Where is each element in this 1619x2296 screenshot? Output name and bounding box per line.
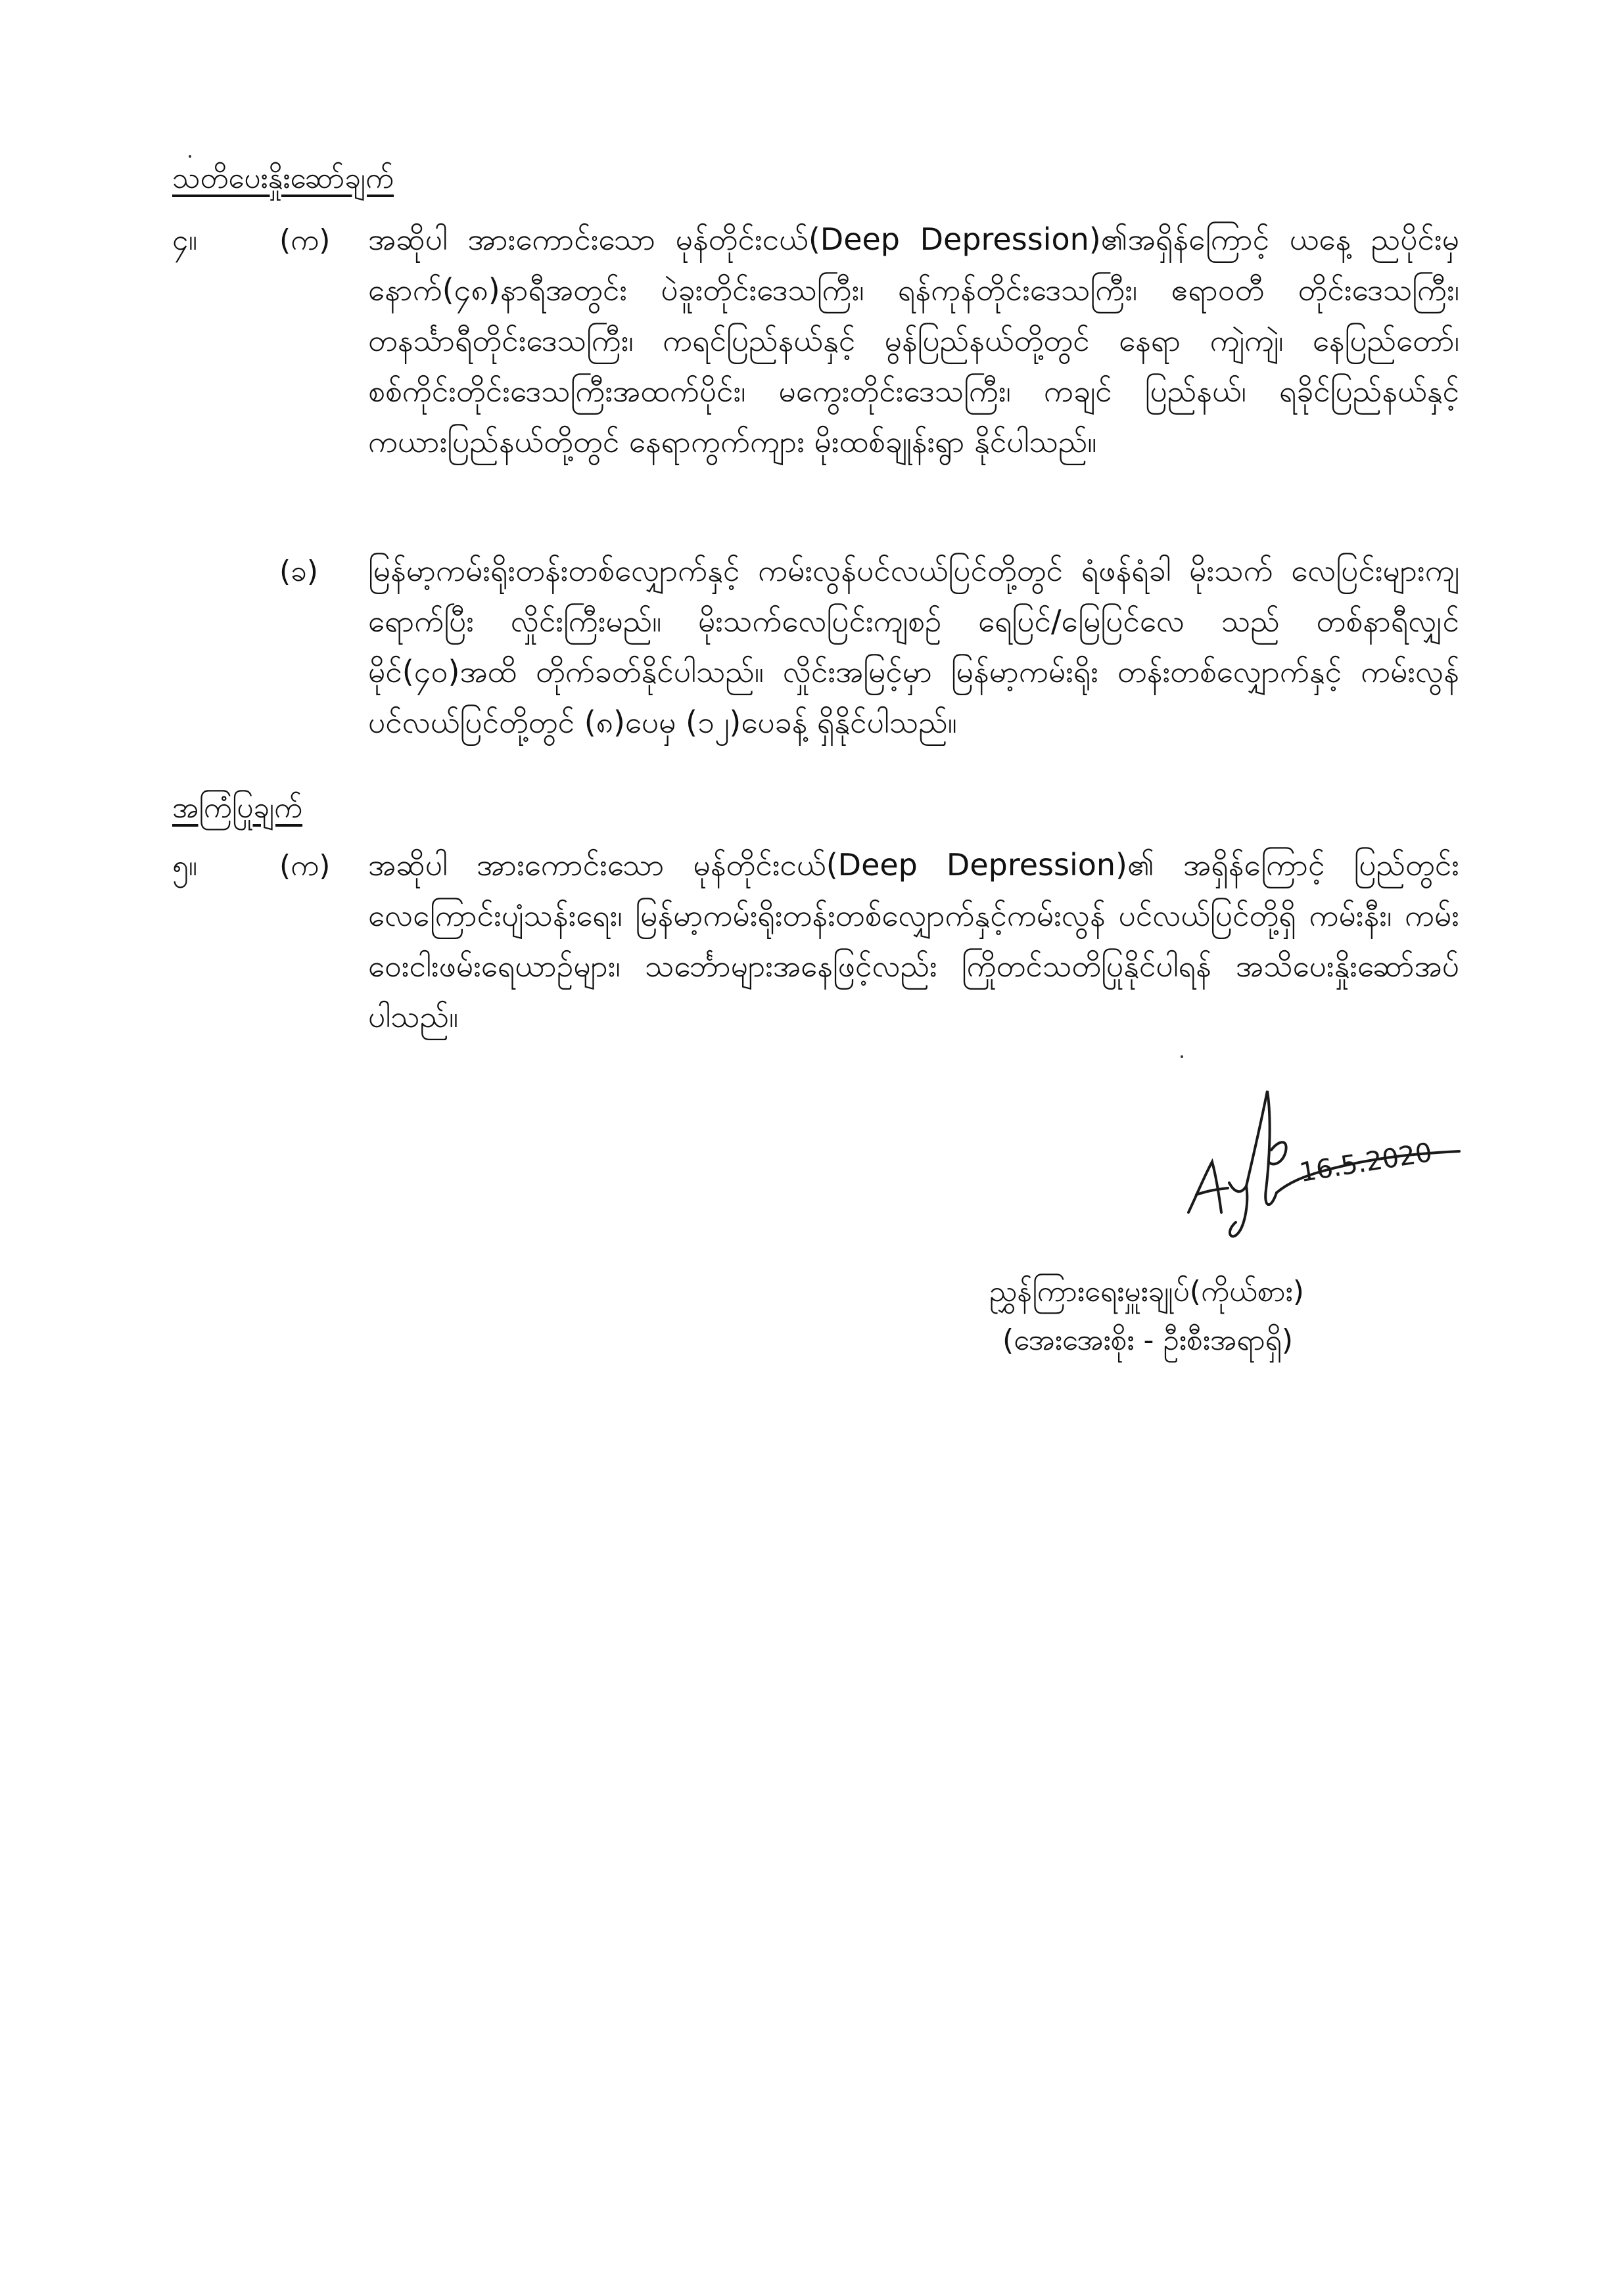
scan-speck xyxy=(189,155,191,158)
signature-date: 16.5.2020 xyxy=(1297,1137,1434,1189)
item-sub-label: (က) xyxy=(279,849,331,883)
item-sub-label: (ခ) xyxy=(279,555,319,588)
item-number: ၄။ xyxy=(172,223,198,257)
paragraph-warning-a: အဆိုပါ အားကောင်းသော မုန်တိုင်းငယ်(Deep Depression)၏အရှိန်ကြောင့် ယနေ့ ညပိုင်းမှ နောက်(၄၈)နာရီအတွင်း ပဲခူးတိုင်းဒေသကြီး၊ ရန်ကုန်တိုင်းဒေသကြီး၊ ဧရာဝတီ တိုင်းဒေသကြီး၊ တနင်္သာရီတိုင်းဒေသကြီး၊ ကရင်ပြည်နယ်နှင့် မွန်ပြည်နယ်တို့တွင် နေရာ ကျဲကျဲ၊ နေပြည်တော်၊ စစ်ကိုင်းတိုင်းဒေသကြီးအထက်ပိုင်း၊ မကွေးတိုင်းဒေသကြီး၊ ကချင် ပြည်နယ်၊ ရခိုင်ပြည်နယ်နှင့် ကယားပြည်နယ်တို့တွင် နေရာကွက်ကျား မိုးထစ်ချုန်းရွာ နိုင်ပါသည်။ xyxy=(368,221,1459,459)
paragraph-advice-a: အဆိုပါ အားကောင်းသော မုန်တိုင်းငယ်(Deep Depression)၏ အရှိန်ကြောင့် ပြည်တွင်း လေကြောင်းပျံသန်းရေး၊ မြန်မာ့ကမ်းရိုးတန်းတစ်လျှောက်နှင့်ကမ်းလွန် ပင်လယ်ပြင်တို့ရှိ ကမ်းနီး၊ ကမ်းဝေးငါးဖမ်းရေယာဉ်များ၊ သင်္ဘောများအနေဖြင့်လည်း ကြိုတင်သတိပြုနိုင်ပါရန် အသိပေးနှိုးဆော်အပ်ပါသည်။ xyxy=(368,847,1459,1034)
section-heading-advice: အကြံပြုချက် xyxy=(172,791,303,825)
section-heading-warning: သတိပေးနှိုးဆော်ချက် xyxy=(172,162,394,195)
paragraph-warning-b: မြန်မာ့ကမ်းရိုးတန်းတစ်လျှောက်နှင့် ကမ်းလွန်ပင်လယ်ပြင်တို့တွင် ရံဖန်ရံခါ မိုးသက် လေပြင်းများကျရောက်ပြီး လှိုင်းကြီးမည်။ မိုးသက်လေပြင်းကျစဉ် ရေပြင်/မြေပြင်လေ သည် တစ်နာရီလျှင် မိုင်(၄၀)အထိ တိုက်ခတ်နိုင်ပါသည်။ လှိုင်းအမြင့်မှာ မြန်မာ့ကမ်းရိုး တန်းတစ်လျှောက်နှင့် ကမ်းလွန်ပင်လယ်ပြင်တို့တွင် (၈)ပေမှ (၁၂)ပေခန့် ရှိနိုင်ပါသည်။ xyxy=(368,553,1459,740)
scan-speck xyxy=(1181,1055,1183,1058)
signature-block xyxy=(1131,1078,1486,1275)
item-number: ၅။ xyxy=(172,849,198,883)
signatory-name: (အေးအေးစိုး - ဦးစီးအရာရှိ) xyxy=(1002,1323,1294,1357)
signatory-title: ညွှန်ကြားရေးမှူးချုပ်(ကိုယ်စား) xyxy=(989,1275,1304,1308)
item-sub-label: (က) xyxy=(279,223,331,257)
